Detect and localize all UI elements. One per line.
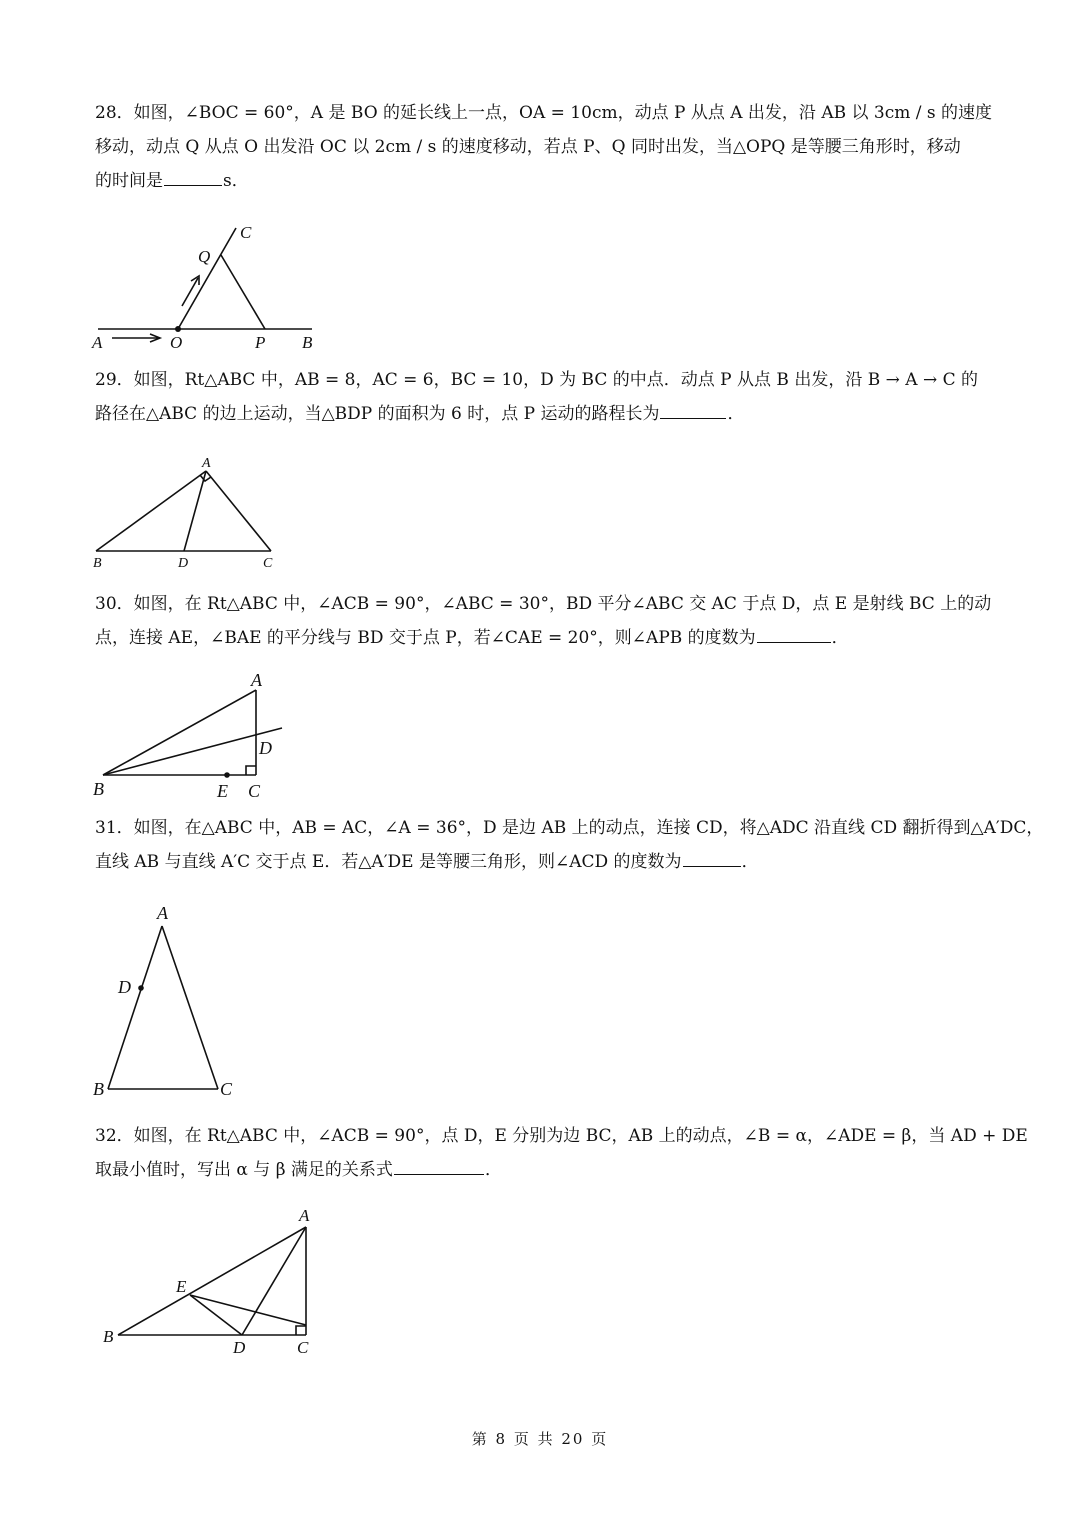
label-a: A [202,456,211,471]
label-a: A [92,333,103,352]
label-e: E [217,781,228,801]
segment-ad [242,1227,306,1335]
problem-31-tail: ． [741,852,759,872]
label-b: B [93,779,104,799]
problem-32-line-2: 取最小值时，写出 α 与 β 满足的关系式 [95,1160,393,1180]
label-d: D [118,977,131,997]
label-b: B [103,1327,114,1346]
label-e: E [176,1277,187,1296]
label-c: C [248,781,261,801]
problem-29-line-2: 路径在△ABC 的边上运动，当△BDP 的面积为 6 时，点 P 运动的路程长为 [95,404,660,424]
label-b: B [93,1079,104,1099]
problem-28-line-3: 的时间是 [95,171,163,191]
label-c: C [220,1079,233,1099]
problem-29-line-1: 29．如图，Rt△ABC 中，AB = 8，AC = 6，BC = 10，D 为 BC 的中点．动点 P 从点 B 出发，沿 B → A → C 的 [95,370,979,390]
side-ab [118,1227,306,1335]
problem-28-tail: s． [223,171,249,191]
problem-31-line-1: 31．如图，在△ABC 中，AB = AC，∠A = 36°，D 是边 AB 上的动点，连接 CD，将△ADC 沿直线 CD 翻折得到△A′DC， [95,818,1044,838]
label-q: Q [198,247,211,266]
problem-28-line-1: 28．如图，∠BOC = 60°，A 是 BO 的延长线上一点，OA = 10cm，动点 P 从点 A 出发，沿 AB 以 3cm / s 的速度 [95,103,993,123]
label-p: P [255,333,266,352]
label-c: C [297,1338,309,1357]
problem-31-line-2: 直线 AB 与直线 A′C 交于点 E．若△A′DE 是等腰三角形，则∠ACD 的度数为 [95,852,682,872]
label-o: O [170,333,183,352]
label-c: C [240,223,252,242]
problem-30-line-2: 点，连接 AE，∠BAE 的平分线与 BD 交于点 P，若∠CAE = 20°，则∠APB 的度数为 [95,628,756,648]
problem-30-line-1: 30．如图，在 Rt△ABC 中，∠ACB = 90°，∠ABC = 30°，BD 平分∠ABC 交 AC 于点 D，点 E 是射线 BC 上的动 [95,594,992,614]
right-angle-c [296,1326,306,1335]
label-a: A [299,1206,310,1225]
problem-32-line-1: 32．如图，在 Rt△ABC 中，∠ACB = 90°，点 D，E 分别为边 BC，AB 上的动点，∠B = α，∠ADE = β，当 AD + DE [95,1126,1028,1146]
problem-32-tail: ． [484,1160,502,1180]
label-a: A [157,903,168,923]
label-d: D [178,556,189,571]
label-a: A [251,670,262,690]
label-d: D [259,738,272,758]
label-d: D [233,1338,246,1357]
problem-28-line-2: 移动，动点 Q 从点 O 出发沿 OC 以 2cm / s 的速度移动，若点 P、Q 同时出发，当△OPQ 是等腰三角形时，移动 [95,137,961,157]
page-footer: 第 8 页 共 20 页 [471,1430,609,1448]
segment-ec [190,1295,306,1325]
label-b: B [93,556,102,571]
label-b: B [302,333,313,352]
problem-29-tail: ． [727,404,745,424]
label-c: C [263,556,273,571]
problem-30-tail: ． [831,628,849,648]
